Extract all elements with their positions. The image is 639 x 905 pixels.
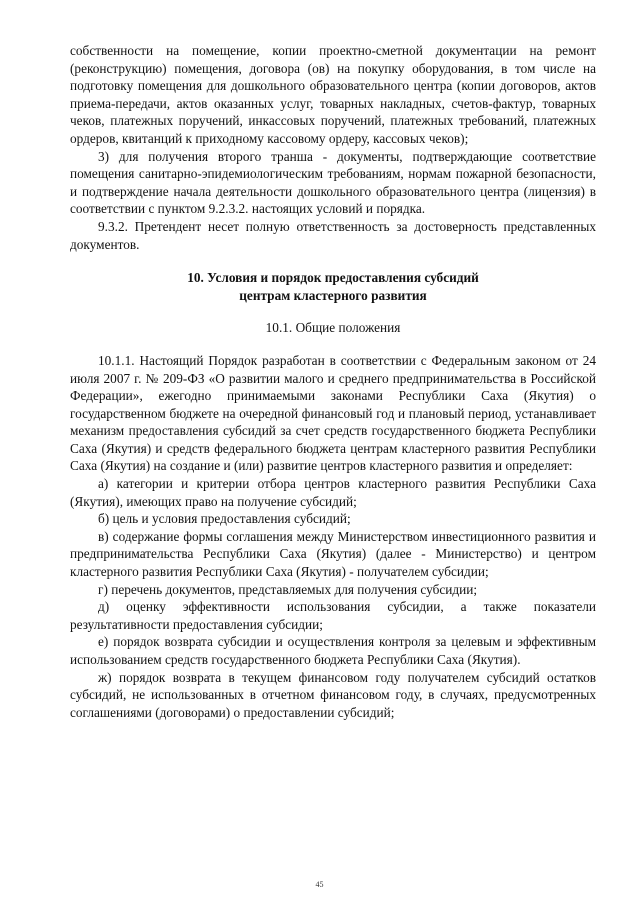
section-heading-line-1: 10. Условия и порядок предоставления субсидий bbox=[187, 270, 479, 286]
page-number: 45 bbox=[315, 880, 324, 889]
paragraph-10-1-1: 10.1.1. Настоящий Порядок разработан в соответствии с Федеральным законом от 24 июля 2007 г. № 209-ФЗ «О развитии малого и среднего предпринимательства в Российской Федерации», ежегодно принимаемыми законами Республики Саха (Якутия) о государственном бюджете на очередной финансовый год и плановый период, устанавливает механизм предоставления субсидий за счет средств государственного бюджета Республики Саха (Якутия) и средств федерального бюджета центрам кластерного развития Республики Саха (Якутия) на создание и (или) развитие центров кластерного развития и определяет: bbox=[70, 352, 596, 474]
list-item-zh: ж) порядок возврата в текущем финансовом году получателем субсидий остатков субсидий, не использованных в отчетном финансовом году, в случаях, предусмотренных соглашениями (договорами) о предоставлении субсидий; bbox=[70, 669, 596, 720]
list-item-e: е) порядок возврата субсидии и осуществления контроля за целевым и эффективным использованием средств государственного бюджета Республики Саха (Якутия). bbox=[70, 634, 596, 667]
section-heading bbox=[70, 269, 596, 304]
list-item-d: д) оценку эффективности использования субсидии, а также показатели результативности предоставления субсидии; bbox=[70, 599, 596, 632]
section-heading-line-2: центрам кластерного развития bbox=[239, 287, 427, 303]
subsection-heading: 10.1. Общие положения bbox=[265, 320, 401, 336]
list-item-b: б) цель и условия предоставления субсидий; bbox=[98, 511, 351, 527]
paragraph-item-3: 3) для получения второго транша - документы, подтверждающие соответствие помещения санитарно-эпидемиологическим требованиям, нормам пожарной безопасности, и подтверждение начала деятельности дошкольного образовательного центра (лицензия) в соответствии с пунктом 9.2.3.2. настоящих условий и порядка. bbox=[70, 148, 596, 217]
paragraph-9-3-2: 9.3.2. Претендент несет полную ответственность за достоверность представленных документов. bbox=[70, 218, 596, 252]
list-item-v: в) содержание формы соглашения между Министерством инвестиционного развития и предпринимательства Республики Саха (Якутия) (далее - Министерство) и центром кластерного развития Республики Саха (Якутия) - получателем субсидии; bbox=[70, 528, 596, 580]
list-item-g: г) перечень документов, представляемых для получения субсидии; bbox=[98, 581, 478, 597]
list-item-a: а) категории и критерии отбора центров кластерного развития Республики Саха (Якутия), имеющих право на получение субсидий; bbox=[70, 476, 596, 509]
paragraph-continuation: собственности на помещение, копии проектно-сметной документации на ремонт (реконструкцию) помещения, договора (ов) на покупку оборудования, в том числе на подготовку помещения для дошкольного образовательного центра (копии договоров, актов приема-передачи, актов оказанных услуг, товарных накладных, счетов-фактур, товарных чеков, платежных поручений, инкассовых поручений, платежных требований, платежных ордеров, квитанций к приходному кассовому ордеру, кассовых чеков); bbox=[70, 43, 596, 146]
